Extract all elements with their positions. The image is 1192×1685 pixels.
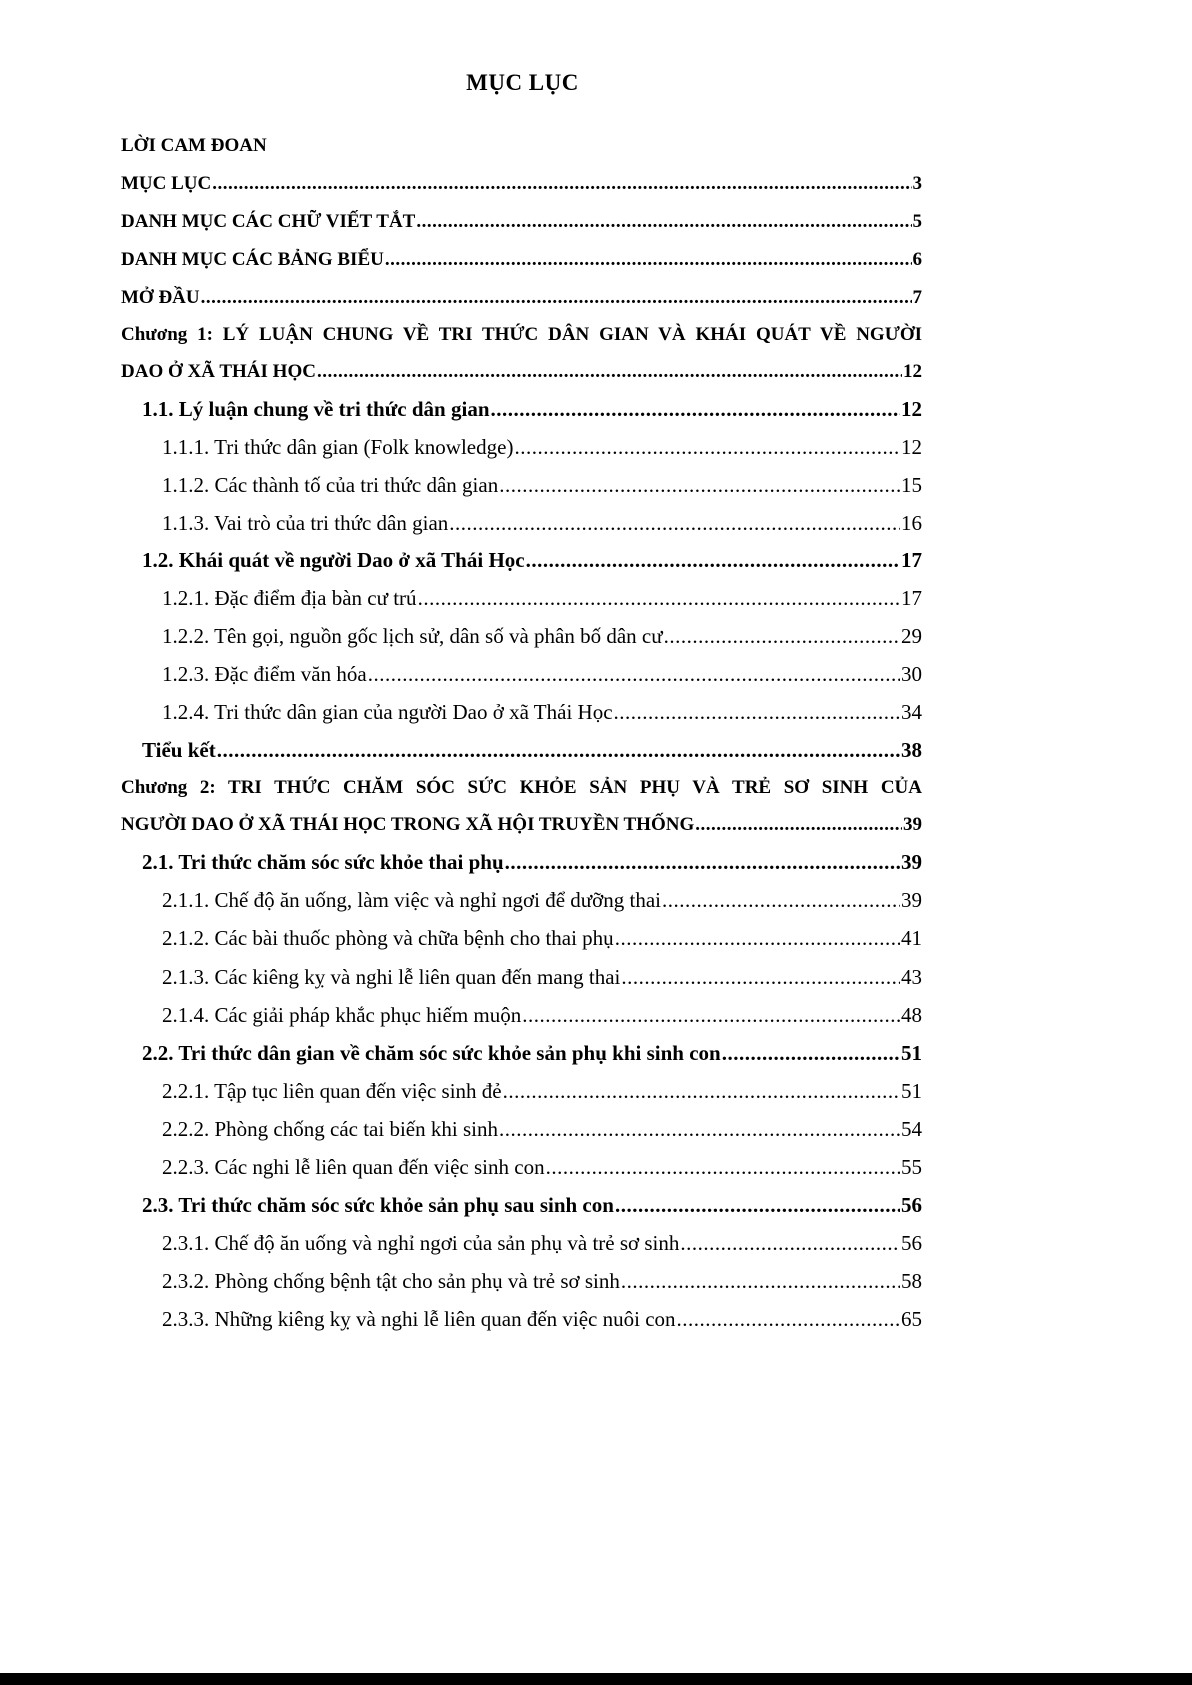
dot-leader	[526, 545, 900, 575]
toc-entry-label: 1.2. Khái quát về người Dao ở xã Thái Học	[142, 548, 525, 572]
toc-entry-label: 2.1.1. Chế độ ăn uống, làm việc và nghỉ ngơi để dưỡng thai	[162, 888, 662, 912]
toc-entry-label: 1.2.4. Tri thức dân gian của người Dao ở xã Thái Học	[162, 700, 613, 724]
toc-entry[interactable]	[162, 508, 922, 538]
dot-leader	[621, 1266, 900, 1296]
toc-entry-label: 2.3. Tri thức chăm sóc sức khỏe sản phụ sau sinh con	[142, 1193, 614, 1217]
toc-page-number: 3	[912, 173, 922, 194]
toc-entry[interactable]	[142, 735, 922, 765]
toc-page-number: 51	[901, 1041, 922, 1065]
toc-entry-label: Tiểu kết	[142, 738, 216, 762]
dot-leader	[491, 394, 901, 424]
toc-entry[interactable]	[162, 885, 922, 915]
toc-entry-label: 2.1.2. Các bài thuốc phòng và chữa bệnh cho thai phụ	[162, 926, 614, 950]
toc-entry[interactable]	[142, 1038, 922, 1068]
toc-entry-label: 1.1.3. Vai trò của tri thức dân gian	[162, 511, 449, 535]
toc-entry-label: 2.1.3. Các kiêng kỵ và nghi lễ liên quan đến mang thai	[162, 965, 621, 989]
dot-leader	[514, 432, 900, 462]
dot-leader	[499, 470, 900, 500]
toc-entry[interactable]	[162, 1114, 922, 1144]
dot-leader	[615, 923, 900, 953]
toc-entry-label: 1.1.1. Tri thức dân gian (Folk knowledge)	[162, 435, 514, 459]
toc-entry[interactable]	[142, 1190, 922, 1220]
toc-entry[interactable]	[121, 245, 922, 275]
toc-entry-label: 2.2.2. Phòng chống các tai biến khi sinh	[162, 1117, 498, 1141]
toc-entry-label: 2.2. Tri thức dân gian về chăm sóc sức khỏe sản phụ khi sinh con	[142, 1041, 721, 1065]
dot-leader	[505, 847, 900, 877]
toc-entry[interactable]	[162, 621, 922, 651]
toc-entry-label: 2.3.2. Phòng chống bệnh tật cho sản phụ và trẻ sơ sinh	[162, 1269, 620, 1293]
toc-page-number: 34	[901, 700, 922, 724]
toc-entry[interactable]	[121, 773, 922, 803]
dot-leader	[621, 962, 900, 992]
toc-page-number: 17	[901, 548, 922, 572]
dot-leader	[522, 1000, 900, 1030]
toc-entry-label: NGƯỜI DAO Ở XÃ THÁI HỌC TRONG XÃ HỘI TRUYỀN THỐNG	[121, 814, 695, 835]
toc-entry[interactable]	[162, 962, 922, 992]
dot-leader	[499, 1114, 900, 1144]
dot-leader	[212, 169, 911, 199]
toc-entry-label: 2.3.3. Những kiêng kỵ và nghi lễ liên quan đến việc nuôi con	[162, 1307, 676, 1331]
toc-page-number: 15	[901, 473, 922, 497]
toc-page-number: 7	[912, 287, 922, 308]
toc-entry-label: 2.1. Tri thức chăm sóc sức khỏe thai phụ	[142, 850, 504, 874]
dot-leader	[664, 621, 900, 651]
page-title: MỤC LỤC	[466, 70, 579, 95]
toc-entry[interactable]	[121, 283, 922, 313]
toc-page-number: 58	[901, 1269, 922, 1293]
dot-leader	[695, 810, 902, 840]
toc-entry[interactable]	[162, 1152, 922, 1182]
toc-entry-label: LỜI CAM ĐOAN	[121, 135, 267, 156]
toc-entry-label: 1.2.1. Đặc điểm địa bàn cư trú	[162, 586, 417, 610]
toc-page-number: 12	[901, 435, 922, 459]
toc-entry[interactable]	[162, 1266, 922, 1296]
toc-entry-label: 1.1. Lý luận chung về tri thức dân gian	[142, 397, 490, 421]
toc-entry[interactable]	[162, 1076, 922, 1106]
toc-entry[interactable]	[121, 131, 922, 161]
toc-page-number: 51	[901, 1079, 922, 1103]
dot-leader	[722, 1038, 900, 1068]
toc-entry[interactable]	[121, 169, 922, 199]
toc-page-number: 41	[901, 926, 922, 950]
toc-page-number: 65	[901, 1307, 922, 1331]
toc-page-number: 16	[901, 511, 922, 535]
toc-entry-label: 2.1.4. Các giải pháp khắc phục hiếm muộn	[162, 1003, 522, 1027]
dot-leader	[503, 1076, 900, 1106]
toc-entry[interactable]	[121, 357, 922, 387]
toc-page-number: 30	[901, 662, 922, 686]
toc-entry[interactable]	[162, 583, 922, 613]
toc-page-number: 12	[903, 361, 922, 382]
dot-leader	[614, 697, 900, 727]
dot-leader	[317, 357, 902, 387]
toc-entry-label: 2.3.1. Chế độ ăn uống và nghỉ ngơi của sản phụ và trẻ sơ sinh	[162, 1231, 680, 1255]
toc-entry-label: Chương 2: TRI THỨC CHĂM SÓC SỨC KHỎE SẢN PHỤ VÀ TRẺ SƠ SINH CỦA	[121, 777, 922, 798]
toc-entry-label: DANH MỤC CÁC BẢNG BIỂU	[121, 249, 384, 270]
toc-page-number: 48	[901, 1003, 922, 1027]
toc-entry[interactable]	[162, 1000, 922, 1030]
toc-entry-label: Chương 1: LÝ LUẬN CHUNG VỀ TRI THỨC DÂN GIAN VÀ KHÁI QUÁT VỀ NGƯỜI	[121, 324, 922, 345]
dot-leader	[677, 1304, 900, 1334]
toc-page-number: 38	[901, 738, 922, 762]
toc-entry-label: 2.2.1. Tập tục liên quan đến việc sinh đẻ	[162, 1079, 502, 1103]
toc-entry[interactable]	[142, 847, 922, 877]
toc-entry-label: MỤC LỤC	[121, 173, 212, 194]
toc-entry-label: 1.1.2. Các thành tố của tri thức dân gian	[162, 473, 499, 497]
dot-leader	[449, 508, 900, 538]
toc-page-number: 56	[901, 1231, 922, 1255]
toc-page-number: 55	[901, 1155, 922, 1179]
toc-page-number: 12	[901, 397, 922, 421]
toc-entry[interactable]	[162, 470, 922, 500]
toc-page-number: 5	[912, 211, 922, 232]
toc-entry[interactable]	[162, 1228, 922, 1258]
toc-page-number: 39	[903, 814, 922, 835]
toc-entry[interactable]	[142, 545, 922, 575]
toc-entry[interactable]	[142, 394, 922, 424]
dot-leader	[217, 735, 900, 765]
toc-entry[interactable]	[162, 1304, 922, 1334]
dot-leader	[418, 583, 900, 613]
toc-page-number: 56	[901, 1193, 922, 1217]
toc-entry[interactable]	[121, 810, 922, 840]
dot-leader	[385, 245, 912, 275]
toc-entry[interactable]	[162, 659, 922, 689]
toc-entry-label: DANH MỤC CÁC CHỮ VIẾT TẮT	[121, 211, 416, 232]
dot-leader	[680, 1228, 900, 1258]
toc-entry[interactable]	[121, 207, 922, 237]
toc-entry-label: DAO Ở XÃ THÁI HỌC	[121, 361, 316, 382]
toc-page-number: 54	[901, 1117, 922, 1141]
dot-leader	[615, 1190, 900, 1220]
toc-entry[interactable]	[162, 923, 922, 953]
toc-page-number: 29	[901, 624, 922, 648]
toc-page-number: 43	[901, 965, 922, 989]
toc-page-number: 39	[901, 888, 922, 912]
toc-entry-label: 1.2.2. Tên gọi, nguồn gốc lịch sử, dân số và phân bố dân cư	[162, 624, 663, 648]
toc-page-number: 6	[912, 249, 922, 270]
dot-leader	[368, 659, 900, 689]
toc-entry[interactable]	[162, 697, 922, 727]
toc-entry-label: 1.2.3. Đặc điểm văn hóa	[162, 662, 367, 686]
toc-entry[interactable]	[121, 320, 922, 350]
dot-leader	[201, 283, 912, 313]
dot-leader	[416, 207, 911, 237]
dot-leader	[546, 1152, 900, 1182]
toc-entry-label: 2.2.3. Các nghi lễ liên quan đến việc sinh con	[162, 1155, 545, 1179]
bottom-edge-bar	[0, 1673, 1192, 1685]
dot-leader	[662, 885, 900, 915]
toc-entry[interactable]	[162, 432, 922, 462]
toc-entry-label: MỞ ĐẦU	[121, 287, 200, 308]
toc-page-number: 17	[901, 586, 922, 610]
toc-page-number: 39	[901, 850, 922, 874]
